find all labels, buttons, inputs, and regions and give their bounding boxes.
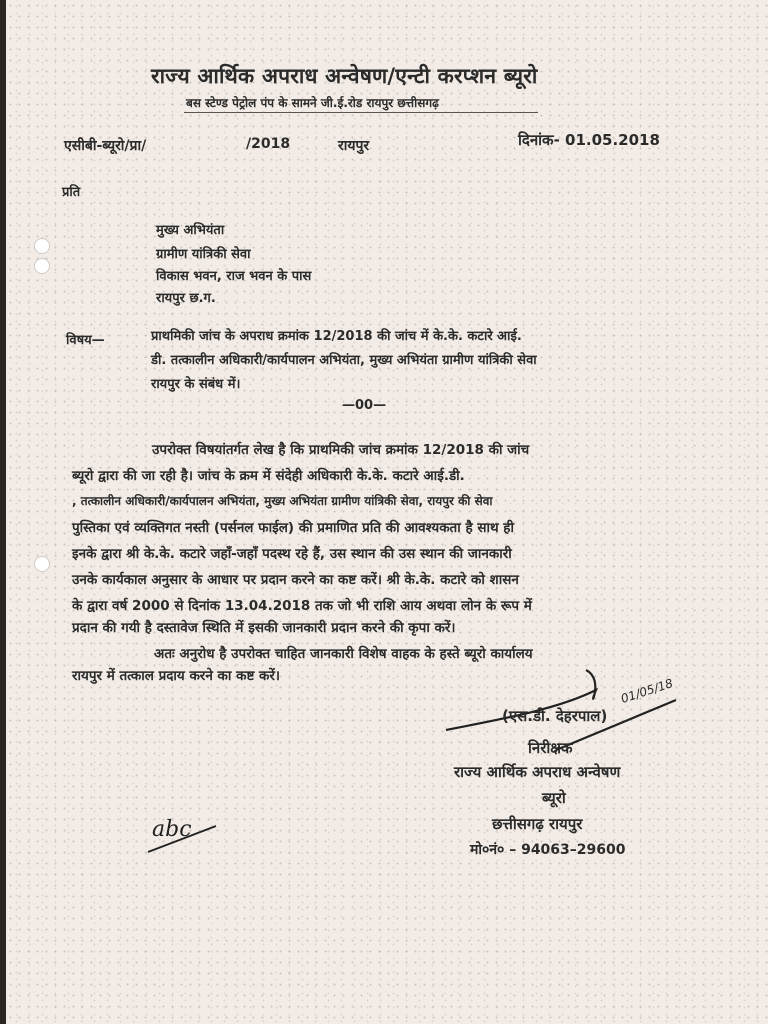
subject-line: रायपुर के संबंध में। [151,377,241,392]
recipient-line: मुख्य अभियंता [156,223,225,238]
mobile-number: मो०नं० – 94063–29600 [470,842,626,858]
body-line: , तत्कालीन अधिकारी/कार्यपालन अभियंता, मुख्य अभियंता ग्रामीण यांत्रिकी सेवा, रायपुर की सेवा [72,494,493,508]
subject-line: डी. तत्कालीन अधिकारी/कार्यपालन अभियंता, मुख्य अभियंता ग्रामीण यांत्रिकी सेवा [151,353,537,368]
body-line: पुस्तिका एवं व्यक्तिगत नस्ती (पर्सनल फाईल) की प्रमाणित प्रति की आवश्यकता है साथ ही [72,520,514,536]
reference-number: एसीबी-ब्यूरो/प्रा/ [64,138,147,154]
recipient-line: रायपुर छ.ग. [156,291,216,306]
to-label: प्रति [62,185,81,200]
office-line: राज्य आर्थिक अपराध अन्वेषण [454,763,621,781]
subject-label: विषय— [66,333,105,348]
body-line: अतः अनुरोध है उपरोक्त चाहित जानकारी विशेष वाहक के हस्ते ब्यूरो कार्यालय [154,646,533,662]
letter-date: दिनांक- 01.05.2018 [518,131,660,149]
body-line: प्रदान की गयी है दस्तावेज स्थिति में इसकी जानकारी प्रदान करने की कृपा करें। [72,620,456,636]
reference-city: रायपुर [338,138,370,154]
reference-year: /2018 [246,136,291,152]
initials-text: abc [152,817,192,842]
handwritten-date: 01/05/18 [619,676,675,706]
signatory-name: (एस.डी. देहरपाल) [502,707,608,725]
body-line: उनके कार्यकाल अनुसार के आधार पर प्रदान करने का कष्ट करें। श्री के.के. कटारे को शासन [72,572,519,588]
body-line: इनके द्वारा श्री के.के. कटारे जहाँ-जहाँ पदस्थ रहे हैं, उस स्थान की उस स्थान की जानकारी [72,546,512,562]
address-underline [184,112,538,113]
subject-line: प्राथमिकी जांच के अपराध क्रमांक 12/2018 की जांच में के.के. कटारे आई. [151,329,522,344]
document-page [6,0,768,1024]
punch-hole [34,238,50,254]
body-line: के द्वारा वर्ष 2000 से दिनांक 13.04.2018 तक जो भी राशि आय अथवा लोन के रूप में [72,598,532,614]
office-line: ब्यूरो [542,789,566,807]
office-title: राज्य आर्थिक अपराध अन्वेषण/एन्टी करप्शन ब्यूरो [151,64,538,88]
body-line: ब्यूरो द्वारा की जा रही है। जांच के क्रम में संदेही अधिकारी के.के. कटारे आई.डी. [72,468,465,484]
recipient-line: ग्रामीण यांत्रिकी सेवा [156,247,251,262]
punch-hole [34,258,50,274]
office-address: बस स्टेण्ड पेट्रोल पंप के सामने जी.ई.रोड रायपुर छत्तीसगढ़ [186,96,439,110]
punch-hole [34,556,50,572]
handwritten-initials [146,808,236,858]
office-line: छत्तीसगढ़ रायपुर [492,815,583,833]
subject-separator: —00— [342,398,387,413]
body-line: उपरोक्त विषयांतर्गत लेख है कि प्राथमिकी जांच क्रमांक 12/2018 की जांच [152,442,530,458]
body-line: रायपुर में तत्काल प्रदाय करने का कष्ट करें। [72,668,281,684]
recipient-line: विकास भवन, राज भवन के पास [156,269,312,284]
signatory-designation: निरीक्षक [528,739,573,757]
